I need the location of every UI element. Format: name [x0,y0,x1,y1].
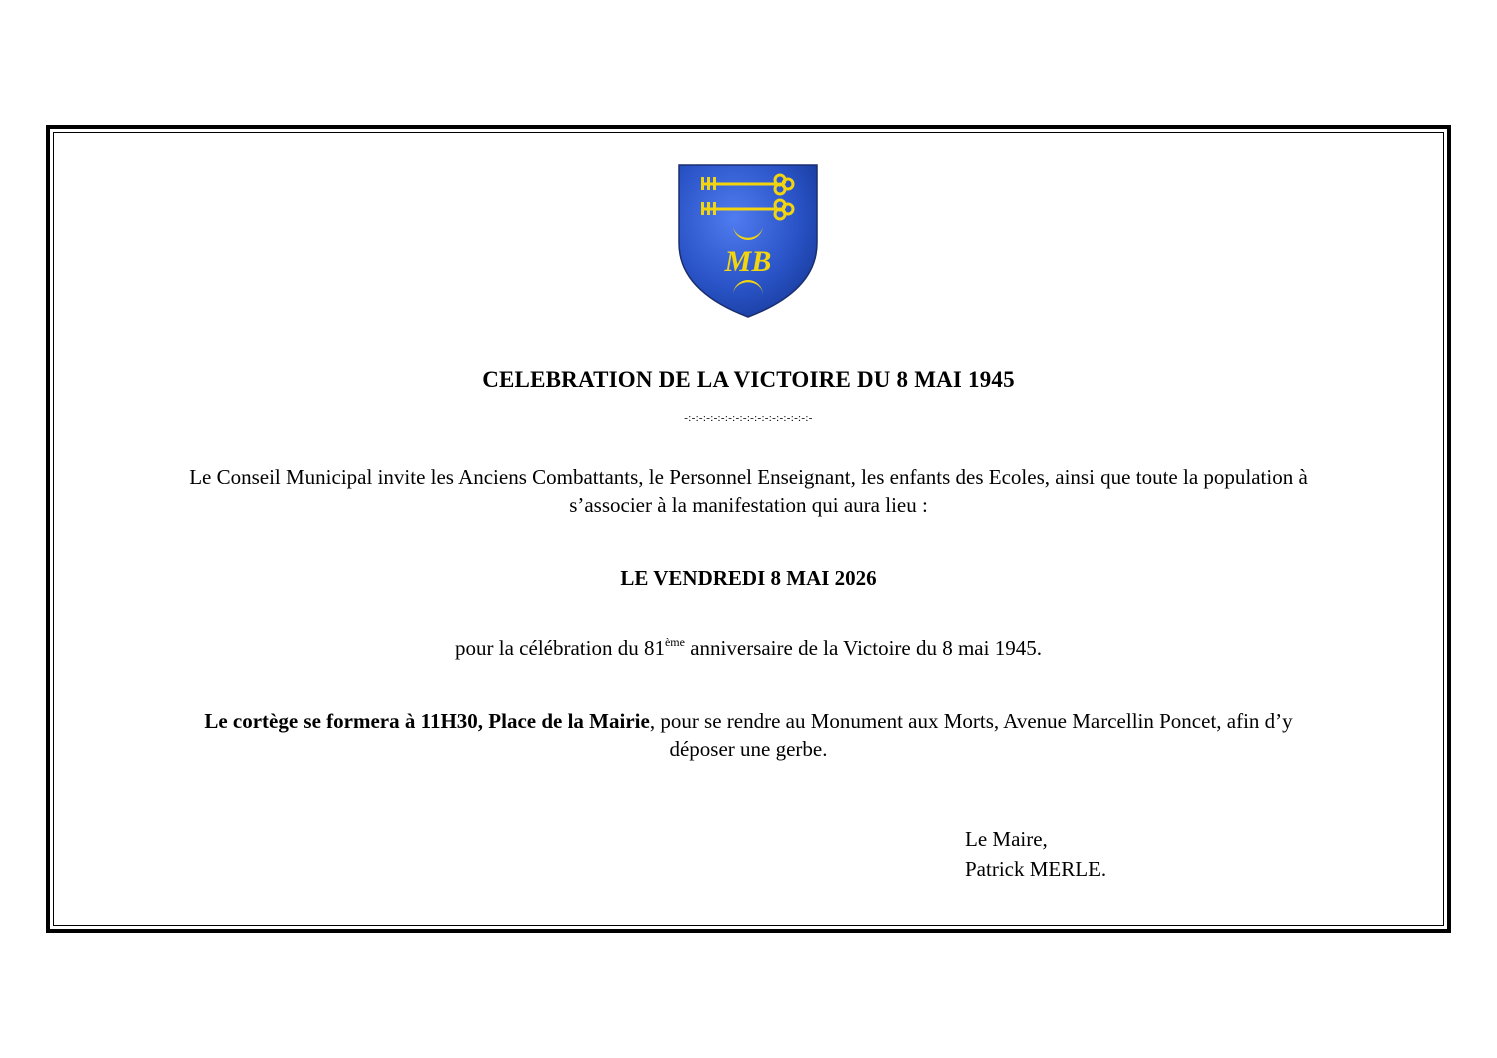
cortege-line-1 [70,707,1427,735]
cortege-line-2: déposer une gerbe. [669,737,828,761]
signature-name: Patrick MERLE. [965,857,1107,881]
anniversary-line [70,634,1427,662]
municipal-crest-emblem [677,163,819,319]
cortege-route: , pour se rendre au Monument aux Morts, Avenue Marcellin Poncet, afin d’y [649,709,1293,733]
signature-role: Le Maire, [965,827,1048,851]
event-date: LE VENDREDI 8 MAI 2026 [620,566,877,590]
invitation-line-2: s’associer à la manifestation qui aura lieu : [569,493,928,517]
svg-text:MB: MB [724,245,772,278]
invitation-line-1: Le Conseil Municipal invite les Anciens Combattants, le Personnel Enseignant, les enfants des Ecoles, ainsi que toute la population à [189,465,1308,489]
title-separator: -:-:-:-:-:-:-:-:-:-:-:-:-:-:-:-:-:- [684,412,813,424]
cortege-meeting-point: Le cortège se formera à 11H30, Place de la Mairie [204,709,650,733]
anniversary-ordinal-suffix: ème [664,635,685,649]
notice-title: CELEBRATION DE LA VICTOIRE DU 8 MAI 1945 [482,367,1015,392]
anniversary-text-before: pour la célébration du 81 [455,636,665,660]
anniversary-text-after: anniversaire de la Victoire du 8 mai 1945. [684,636,1042,660]
